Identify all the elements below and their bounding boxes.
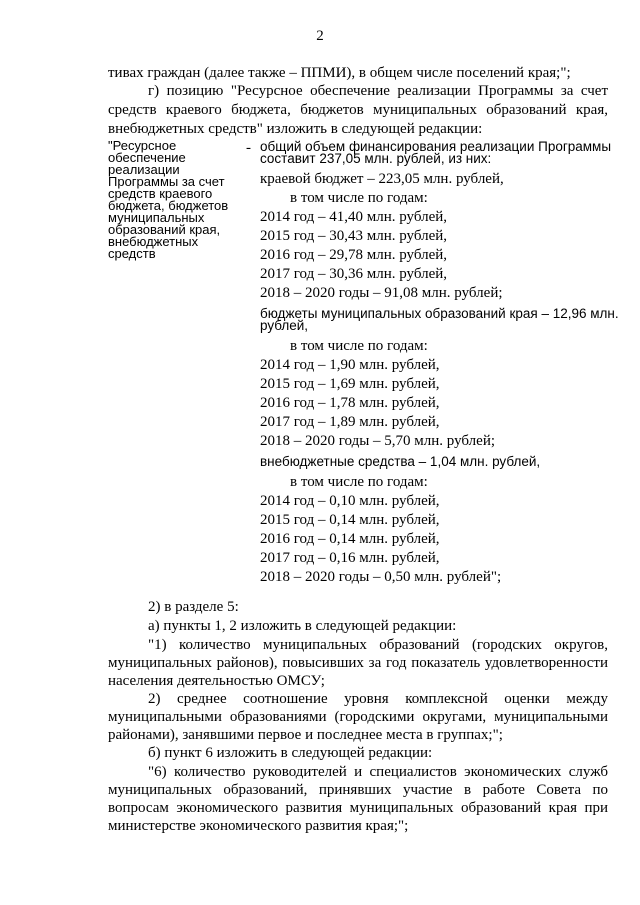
- regional-budget: краевой бюджет – 223,05 млн. рублей,: [260, 171, 504, 187]
- municipal-line-2: рублей,: [260, 318, 309, 333]
- regional-year-line: 2017 год – 30,36 млн. рублей,: [260, 266, 448, 282]
- regional-year-line: 2016 год – 29,78 млн. рублей,: [260, 247, 448, 263]
- regional-year-line: 2015 год – 30,43 млн. рублей,: [260, 228, 448, 244]
- by-years-label: в том числе по годам:: [290, 190, 428, 206]
- municipal-year-line: 2014 год – 1,90 млн. рублей,: [260, 357, 440, 373]
- item-b: б) пункт 6 изложить в следующей редакции:: [148, 745, 433, 761]
- regional-year-line: 2014 год – 41,40 млн. рублей,: [260, 209, 448, 225]
- extrabudget-year-line: 2014 год – 0,10 млн. рублей,: [260, 493, 440, 509]
- regional-year-line: 2018 – 2020 годы – 91,08 млн. рублей;: [260, 285, 503, 301]
- total-line-1: общий объем финансирования реализации Программы: [260, 139, 612, 154]
- municipal-year-line: 2016 год – 1,78 млн. рублей,: [260, 395, 440, 411]
- by-years-label: в том числе по годам:: [290, 474, 428, 490]
- extrabudget-line: внебюджетные средства – 1,04 млн. рублей,: [260, 454, 541, 469]
- table-dash: -: [246, 140, 251, 156]
- resource-label: "Ресурсное обеспечение реализации Программы за счет средств краевого бюджета, бюджетов муниципальных образований края, внебюджетных средств: [108, 138, 229, 261]
- extrabudget-year-line: 2018 – 2020 годы – 0,50 млн. рублей";: [260, 569, 502, 585]
- extrabudget-year-line: 2017 год – 0,16 млн. рублей,: [260, 550, 440, 566]
- extrabudget-year-line: 2015 год – 0,14 млн. рублей,: [260, 512, 440, 528]
- municipal-year-line: 2017 год – 1,89 млн. рублей,: [260, 414, 440, 430]
- page-number: 2: [316, 28, 324, 44]
- total-line-2: составит 237,05 млн. рублей, из них:: [260, 151, 492, 166]
- municipal-line-1: бюджеты муниципальных образований края – 12,96 млн.: [260, 306, 619, 321]
- item-a: а) пункты 1, 2 изложить в следующей редакции:: [148, 618, 457, 634]
- paragraph-g: г) позицию "Ресурсное обеспечение реализации Программы за счет средств краевого бюджета, бюджетов муниципальных образований края, внебюджетных средств" изложить в следующей редакции:: [108, 83, 608, 137]
- section-5-heading: 2) в разделе 5:: [148, 599, 239, 615]
- municipal-year-line: 2015 год – 1,69 млн. рублей,: [260, 376, 440, 392]
- by-years-label: в том числе по годам:: [290, 338, 428, 354]
- point-2: 2) среднее соотношение уровня комплексной оценки между муниципальными образованиями (городскими округами, муниципальными районами), занявшими первое и последнее места в группах;";: [108, 691, 608, 743]
- intro-line: тивах граждан (далее также – ППМИ), в общем числе поселений края;";: [108, 65, 571, 81]
- extrabudget-year-line: 2016 год – 0,14 млн. рублей,: [260, 531, 440, 547]
- point-1: "1) количество муниципальных образований (городских округов, муниципальных районов), повысивших за год показатель удовлетворенности населения деятельностью ОМСУ;: [108, 637, 608, 689]
- municipal-year-line: 2018 – 2020 годы – 5,70 млн. рублей;: [260, 433, 496, 449]
- point-6: "6) количество руководителей и специалистов экономических служб муниципальных образований, принявших участие в работе Совета по вопросам экономического развития муниципальных образований края при министерстве экономического развития края;";: [108, 764, 608, 834]
